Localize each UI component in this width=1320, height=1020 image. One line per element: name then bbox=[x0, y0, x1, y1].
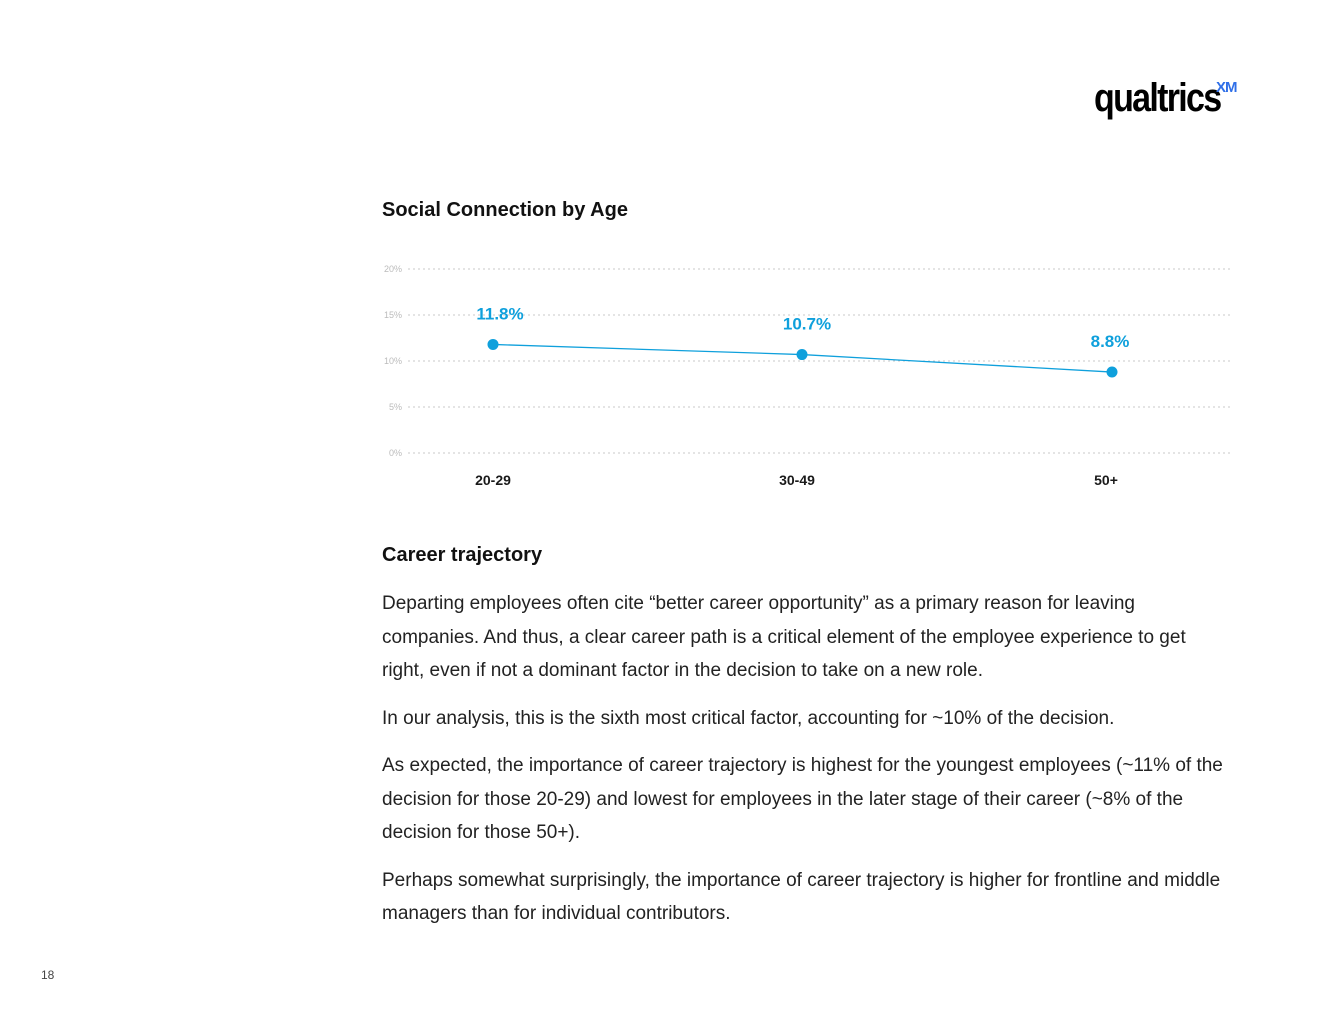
body-text bbox=[382, 587, 1232, 945]
chart-series bbox=[488, 339, 1118, 378]
paragraph: Perhaps somewhat surprisingly, the importance of career trajectory is higher for frontline and middle managers than for individual contributors. bbox=[382, 869, 1221, 924]
chart-data-labels bbox=[476, 304, 1129, 351]
y-tick-label: 20% bbox=[383, 264, 402, 274]
section-heading: Career trajectory bbox=[382, 544, 543, 566]
data-label: 11.8% bbox=[476, 304, 524, 324]
chart-y-ticks bbox=[384, 264, 402, 458]
paragraph: As expected, the importance of career trajectory is highest for the youngest employees (~11% of the decision for those 20-29) and lowest for employees in the later stage of their career (~8% of the decision for those 50+). bbox=[382, 755, 1223, 843]
x-tick-label: 20-29 bbox=[475, 472, 511, 488]
qualtrics-logo bbox=[1094, 76, 1243, 126]
data-point bbox=[488, 339, 499, 350]
data-label: 10.7% bbox=[782, 314, 832, 334]
page-number: 18 bbox=[41, 968, 55, 982]
data-point bbox=[797, 349, 808, 360]
data-label: 8.8% bbox=[1090, 332, 1130, 352]
logo-wordmark: qualtrics bbox=[1094, 76, 1221, 120]
y-tick-label: 5% bbox=[388, 402, 402, 412]
paragraph: In our analysis, this is the sixth most critical factor, accounting for ~10% of the decision. bbox=[382, 707, 1115, 729]
chart-title: Social Connection by Age bbox=[382, 199, 628, 221]
chart-x-ticks bbox=[475, 472, 1118, 488]
y-tick-label: 0% bbox=[388, 448, 402, 458]
logo-xm-mark: XM bbox=[1216, 79, 1237, 96]
x-tick-label: 30-49 bbox=[779, 472, 815, 488]
paragraph: Departing employees often cite “better career opportunity” as a primary reason for leaving companies. And thus, a clear career path is a critical element of the employee experience to get right, even if not a dominant factor in the decision to take on a new role. bbox=[382, 593, 1186, 681]
data-point bbox=[1107, 367, 1118, 378]
x-tick-label: 50+ bbox=[1094, 472, 1118, 488]
chart-gridlines bbox=[408, 269, 1230, 453]
y-tick-label: 10% bbox=[383, 356, 402, 366]
line-chart bbox=[370, 250, 1240, 500]
y-tick-label: 15% bbox=[383, 310, 402, 320]
